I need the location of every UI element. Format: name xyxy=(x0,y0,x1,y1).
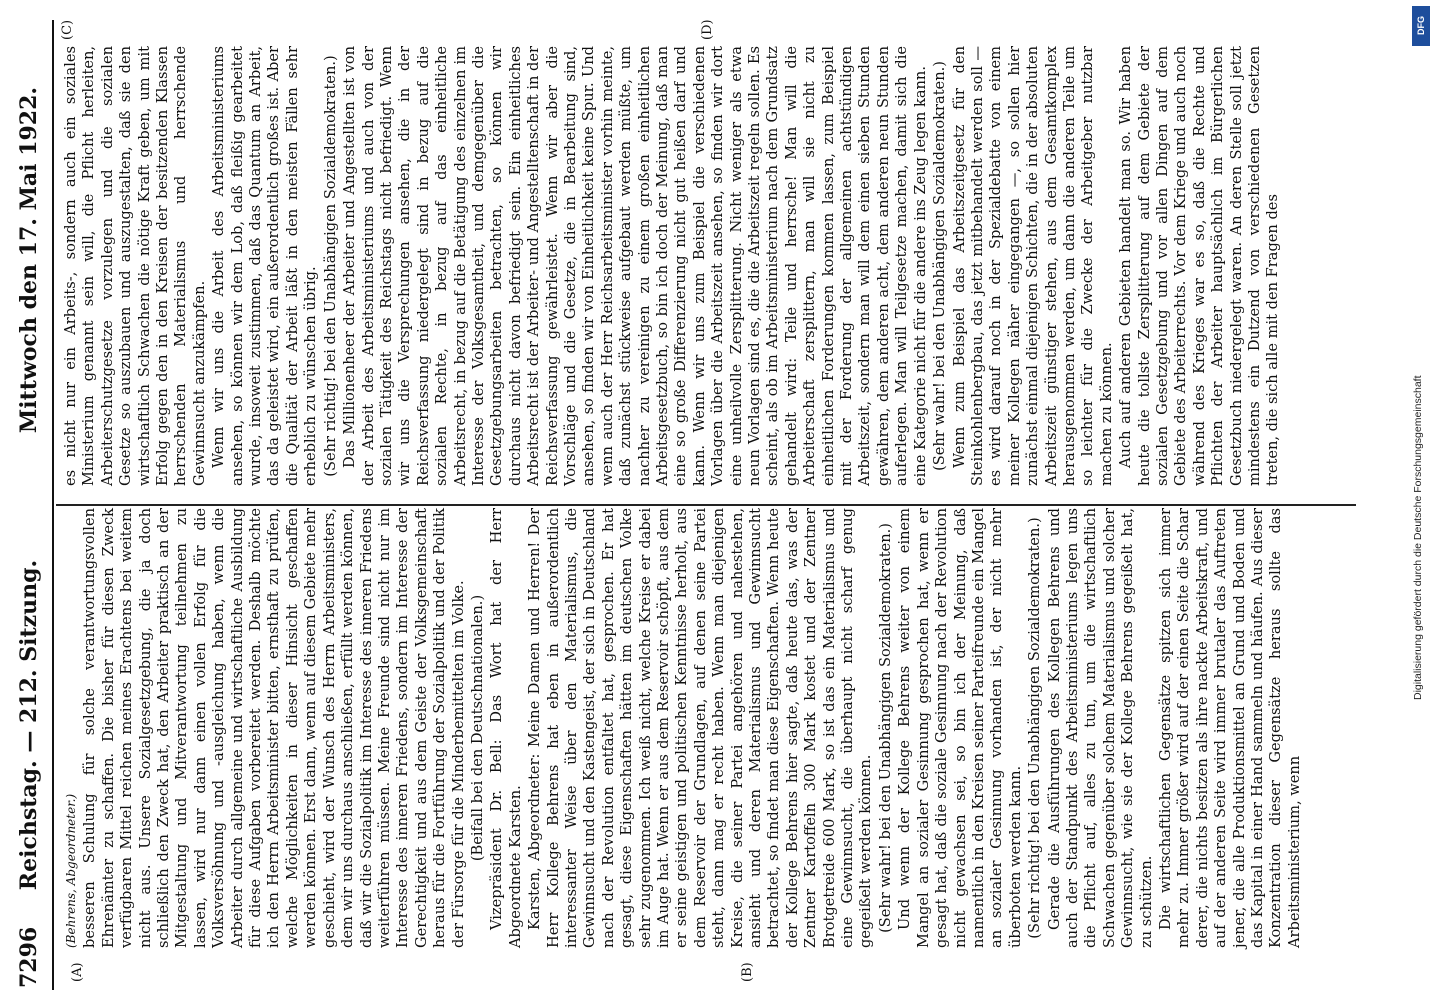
paragraph: besseren Schulung für solche verantwortungsvollen Ehrenämter zu schaffen. Die bisher für diesen Zweck verfügbaren Mittel reichen meines Erachtens bei weitem nicht aus. Unsere Sozialgesetzgebung, die ja doch schließlich den Zweck hat, den Arbeiter praktisch an der Mitgestaltung und Mitverantwortung teilnehmen zu lassen, wird nur dann einen vollen Erfolg für die Volksversöhnung und -ausgleichung haben, wenn die Arbeiter durch allgemeine und wirtschaftliche Ausbildung für diese Aufgaben vorbereitet werden. Deshalb möchte ich den Herrn Arbeitsminister bitten, ernsthaft zu prüfen, welche Möglichkeiten in dieser Hinsicht geschaffen werden können. Erst dann, wenn auf diesem Gebiete mehr geschieht, wird der Wunsch des Herrn Arbeitsministers, dem wir uns durchaus anschließen, erfüllt werden können, daß wir die Sozialpolitik im Interesse des inneren Friedens weiterführen müssen. Meine Freunde sind nicht nur im Interesse des inneren Friedens, sondern im Interesse der Gerechtigkeit und aus dem Geiste der Volksgemeinschaft heraus für die Fortführung der Sozialpolitik und der Politik der Fürsorge für die Minderbemittelten im Volke. xyxy=(81,508,467,948)
page-header xyxy=(8,0,50,1000)
header-left-title: Reichstag. — 212. Sitzung. xyxy=(16,559,42,891)
column-rule xyxy=(56,504,1356,506)
paragraph: Das Millionenheer der Arbeiter und Angestellten ist von der Arbeit des Arbeitsministeriums und auch von der sozialen Tätigkeit des Reichstags nicht befriedigt. Wenn wir uns die Versprechungen ansehen, die in der Reichsverfassung niedergelegt sind in bezug auf die sozialen Rechte, in bezug auf das einheitliche Arbeitsrecht, in bezug auf die Betätigung des einzelnen im Interesse der Volksgesamtheit, und demgegenüber die Gesetzgebungsarbeiten betrachten, so können wir durchaus nicht davon befriedigt sein. Ein einheitliches Arbeitsrecht ist der Arbeiter- und Angestelltenschaft in der Reichsverfassung gewährleistet. Wenn wir aber die Vorschläge und die Gesetze, die in Bearbeitung sind, ansehen, so finden wir von Einheitlichkeit keine Spur. Und wenn auch der Herr Reichsarbeitsminister vorhin meinte, daß zunächst stückweise aufgebaut werden müßte, um nachher zu vereinigen zu einem großen einheitlichen Arbeitsgesetzbuch, so bin ich doch der Meinung, daß man eine so große Differenzierung nicht gut heißen darf und kann. Wenn wir uns zum Beispiel die verschiedenen Vorlagen über die Arbeitszeit ansehen, so finden wir dort eine unheilvolle Zersplitterung. Nicht weniger als etwa neun Vorlagen sind es, die die Arbeitszeit regeln sollen. Es scheint, als ob im Arbeitsministerium nach dem Grundsatz gehandelt wird: Teile und herrsche! Man will die Arbeiterschaft zersplittern, man will sie nicht zu einheitlichen Forderungen kommen lassen, zum Beispiel mit der Forderung der allgemeinen achtstündigen Arbeitszeit, sondern man will dem einen sieben Stunden gewähren, dem anderen acht, dem anderen neun Stunden auferlegen. Man will Teilgesetze machen, damit sich die eine Kategorie nicht für die andere ins Zeug legen kann. xyxy=(341,46,929,486)
dfg-logo: DFG xyxy=(1412,6,1430,46)
paragraph: (Sehr wahr! bei den Unabhängigen Sozialdemokraten.) xyxy=(876,523,894,933)
paragraph: (Sehr richtig! bei den Unabhängigen Sozialdemokraten.) xyxy=(321,55,339,477)
paragraph: (Beifall bei den Deutschnationalen.) xyxy=(468,594,486,862)
paragraph: es nicht nur ein Arbeits-, sondern auch ein soziales Ministerium genannt sein will, die Pflicht herleiten, Arbeiterschutzgesetze vorzulegen und die sozialen Gesetze so auszubauen und auszugestalten, daß sie den wirtschaftlich Schwachen die nötige Kraft geben, um mit Erfolg gegen den in den Kreisen der besitzenden Klassen herrschenden Materialismus und herrschende Gewinnsucht anzukämpfen. xyxy=(62,46,208,486)
paragraph: Vizepräsident Dr. Bell: Das Wort hat der Herr Abgeordnete Karsten. xyxy=(488,508,524,948)
margin-mark-d: (D) xyxy=(700,19,715,40)
paragraph: Wenn wir uns die Arbeit des Arbeitsministeriums ansehen, so können wir dem Lob, daß fleißig gearbeitet wurde, insoweit zustimmen, daß das Quantum an Arbeit, das da geleistet wird, ein außerordentlich großes ist. Aber die Qualität der Arbeit läßt in den meisten Fällen sehr erheblich zu wünschen übrig. xyxy=(210,46,320,486)
paragraph: Auch auf anderen Gebieten handelt man so. Wir haben heute die tollste Zersplitterung auf dem Gebiete der sozialen Gesetzgebung und vor allen Dingen auf dem Gebiete des Arbeiterrechts. Vor dem Kriege und auch noch während des Krieges war es so, daß die Rechte und Pflichten der Arbeiter hauptsächlich im Bürgerlichen Gesetzbuch niedergelegt waren. An deren Stelle soll jetzt mindestens ein Dutzend von verschiedenen Gesetzen treten, die sich alle mit den Fragen des xyxy=(1117,46,1282,486)
page-number: 7296 xyxy=(16,926,42,988)
attribution-strip xyxy=(1410,0,1434,1000)
left-column xyxy=(62,508,1305,948)
margin-mark-c: (C) xyxy=(60,19,75,40)
header-rule xyxy=(52,20,54,990)
paragraph: Gerade die Ausführungen des Kollegen Behrens und auch der Standpunkt des Arbeitsministeriums legen uns die Pflicht auf, alles zu tun, um die wirtschaftlich Schwachen gegenüber solchem Materialismus und solcher Gewinnsucht, wie sie der Kollege Behrens gegeißelt hat, zu schützen. xyxy=(1045,508,1155,948)
paragraph: Und wenn der Kollege Behrens weiter von einem Mangel an sozialer Gesinnung gesprochen hat, wenn er gesagt hat, daß die soziale Gesinnung nach der Revolution nicht gewachsen sei, so bin ich der Meinung, daß namentlich in den Kreisen seiner Parteifreunde ein Mangel an sozialer Gesinnung vorhanden ist, der nicht mehr überboten werden kann. xyxy=(896,508,1024,948)
paragraph: Wenn zum Beispiel das Arbeitszeitgesetz für den Steinkohlenbergbau, das jetzt mitbehandelt werden soll — es wird darauf noch in der Spezialdebatte von einem meiner Kollegen näher eingegangen —, so sollen hier zunächst einmal diejenigen Schichten, die in der absoluten Arbeitszeit günstiger stehen, aus dem Gesamtkomplex herausgenommen werden, um dann die anderen Teile um so leichter für die Zwecke der Arbeitgeber nutzbar machen zu können. xyxy=(950,46,1115,486)
right-column xyxy=(62,46,1284,486)
paragraph: Die wirtschaftlichen Gegensätze spitzen sich immer mehr zu. Immer größer wird auf der einen Seite die Schar derer, die nichts besitzen als ihre nackte Arbeitskraft, und auf der anderen Seite wird immer brutaler das Auftreten jener, die alle Produktionsmittel an Grund und Boden und das Kapital in einer Hand sammeln und häufen. Aus dieser Konzentration dieser Gegensätze heraus sollte das Arbeitsministerium, wenn xyxy=(1156,508,1303,948)
paragraph: (Sehr richtig! bei den Unabhängigen Sozialdemokraten.) xyxy=(1026,517,1044,939)
paragraph: (Behrens, Abgeordneter.) xyxy=(64,793,78,948)
paragraph: Karsten, Abgeordneter: Meine Damen und Herren! Der Herr Kollege Behrens hat eben in außerordentlich interessanter Weise über den Materialismus, die Gewinnsucht und den Kastengeist, der sich in Deutschland nach der Revolution entfaltet hat, gesprochen. Er hat gesagt, diese Eigenschaften hätten im deutschen Volke sehr zugenommen. Ich weiß nicht, welche Kreise er dabei im Auge hat. Wenn er aus dem Reservoir schöpft, aus dem er seine geistigen und politischen Kenntnisse herholt, aus dem Reservoir der Grundlagen, auf denen seine Partei steht, dann mag er recht haben. Wenn man diejenigen Kreise, die seiner Partei angehören und nahestehen, ansieht und deren Materialismus und Gewinnsucht betrachtet, so findet man diese Eigenschaften. Wenn heute der Kollege Behrens hier sagte, daß heute das, was der Zentner Kartoffeln 300 Mark kostet und der Zentner Brotgetreide 600 Mark, so ist das ein Materialismus und eine Gewinnsucht, die überhaupt nicht scharf genug gegeißelt werden können. xyxy=(526,508,875,948)
header-right-title: Mittwoch den 17. Mai 1922. xyxy=(16,86,42,434)
attribution-text: Digitalisierung gefördert durch die Deutsche Forschungsgemeinschaft xyxy=(1412,375,1424,700)
margin-mark-a: (A) xyxy=(70,962,85,982)
margin-mark-b: (B) xyxy=(740,962,755,982)
paragraph: (Sehr wahr! bei den Unabhängigen Sozialdemokraten.) xyxy=(931,61,949,471)
